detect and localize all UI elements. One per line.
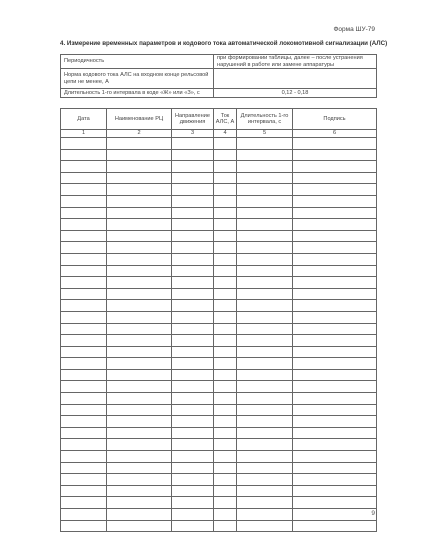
log-entry-cell[interactable] [107,219,172,231]
log-entry-cell[interactable] [237,161,293,173]
log-entry-row [61,416,377,428]
log-entry-cell[interactable] [172,149,214,161]
log-entry-cell[interactable] [214,323,237,335]
log-entry-row [61,358,377,370]
form-label: Форма ШУ-79 [333,26,375,33]
log-entry-cell[interactable] [214,451,237,463]
log-entry-cell[interactable] [172,277,214,289]
log-entry-row [61,253,377,265]
column-number: 1 [61,130,107,138]
log-entry-cell[interactable] [107,265,172,277]
log-entry-cell[interactable] [214,207,237,219]
params-label: Длительность 1-го интервала в коде «Ж» или «З», с [61,89,214,98]
log-entry-cell[interactable] [293,427,377,439]
log-entry-cell[interactable] [61,335,107,347]
log-entry-cell[interactable] [172,207,214,219]
log-entry-cell[interactable] [237,369,293,381]
log-entry-cell[interactable] [237,427,293,439]
log-entry-cell[interactable] [172,184,214,196]
log-entry-cell[interactable] [61,265,107,277]
log-entry-cell[interactable] [237,288,293,300]
log-entry-cell[interactable] [237,462,293,474]
log-entry-row [61,265,377,277]
log-entry-cell[interactable] [214,138,237,150]
log-entry-cell[interactable] [293,462,377,474]
column-number: 3 [172,130,214,138]
column-number: 4 [214,130,237,138]
log-entry-cell[interactable] [237,404,293,416]
log-entry-cell[interactable] [61,149,107,161]
log-entry-row [61,277,377,289]
log-entry-cell[interactable] [172,230,214,242]
log-entry-cell[interactable] [172,439,214,451]
log-entry-cell[interactable] [107,277,172,289]
log-entry-cell[interactable] [293,311,377,323]
log-entry-row [61,520,377,532]
column-number: 6 [293,130,377,138]
log-entry-cell[interactable] [237,242,293,254]
log-entry-cell[interactable] [61,346,107,358]
page-number: 9 [371,510,375,517]
log-entry-cell[interactable] [107,300,172,312]
log-entry-cell[interactable] [107,346,172,358]
log-entry-cell[interactable] [172,253,214,265]
log-entry-cell[interactable] [293,277,377,289]
log-entry-cell[interactable] [237,184,293,196]
log-entry-row [61,311,377,323]
log-entry-cell[interactable] [214,311,237,323]
log-entry-cell[interactable] [172,346,214,358]
log-entry-cell[interactable] [293,300,377,312]
log-entry-cell[interactable] [237,311,293,323]
log-entry-cell[interactable] [107,485,172,497]
log-entry-cell[interactable] [61,369,107,381]
log-entry-row [61,207,377,219]
column-header-signature: Подпись [293,109,377,130]
log-header-row [61,109,377,130]
log-entry-cell[interactable] [107,172,172,184]
log-entry-cell[interactable] [61,288,107,300]
log-entry-row [61,381,377,393]
log-entry-cell[interactable] [107,509,172,521]
log-entry-cell[interactable] [237,335,293,347]
log-entry-cell[interactable] [107,451,172,463]
log-entry-cell[interactable] [237,300,293,312]
params-table [60,54,377,98]
log-entry-cell[interactable] [237,393,293,405]
log-entry-cell[interactable] [214,381,237,393]
log-entry-cell[interactable] [237,474,293,486]
log-entry-cell[interactable] [172,497,214,509]
log-entry-cell[interactable] [293,485,377,497]
log-entry-row [61,393,377,405]
log-entry-cell[interactable] [214,253,237,265]
log-entry-cell[interactable] [61,509,107,521]
log-entry-row [61,149,377,161]
log-entry-cell[interactable] [107,369,172,381]
log-entry-cell[interactable] [237,230,293,242]
column-number: 2 [107,130,172,138]
log-entry-cell[interactable] [107,393,172,405]
log-entry-cell[interactable] [61,439,107,451]
column-header-current: Ток АЛС, А [214,109,237,130]
log-entry-cell[interactable] [107,416,172,428]
column-header-track-circuit: Наименование РЦ [107,109,172,130]
log-entry-cell[interactable] [107,230,172,242]
log-entry-cell[interactable] [237,265,293,277]
log-entry-cell[interactable] [293,509,377,521]
log-entry-cell[interactable] [61,358,107,370]
log-entry-cell[interactable] [293,149,377,161]
column-header-direction: Направление движения [172,109,214,130]
log-entry-cell[interactable] [172,416,214,428]
log-entry-cell[interactable] [107,288,172,300]
log-entry-cell[interactable] [172,474,214,486]
log-number-row [61,130,377,138]
log-entry-cell[interactable] [293,184,377,196]
log-entry-cell[interactable] [61,253,107,265]
log-entry-cell[interactable] [293,474,377,486]
log-entry-cell[interactable] [107,439,172,451]
log-entry-cell[interactable] [237,497,293,509]
log-entry-cell[interactable] [107,358,172,370]
log-entry-cell[interactable] [293,253,377,265]
log-entry-cell[interactable] [61,520,107,532]
log-entry-cell[interactable] [293,404,377,416]
log-entry-row [61,300,377,312]
log-entry-cell[interactable] [172,509,214,521]
log-entry-cell[interactable] [214,427,237,439]
log-entry-cell[interactable] [237,520,293,532]
log-entry-cell[interactable] [293,195,377,207]
log-entry-row [61,439,377,451]
log-entry-cell[interactable] [172,161,214,173]
log-entry-cell[interactable] [107,253,172,265]
log-entry-cell[interactable] [61,242,107,254]
params-value: 0,12 - 0,18 [214,89,377,98]
log-entry-cell[interactable] [214,149,237,161]
log-entry-cell[interactable] [61,462,107,474]
log-entry-cell[interactable] [214,219,237,231]
log-entry-cell[interactable] [172,311,214,323]
log-entry-cell[interactable] [61,277,107,289]
log-entry-cell[interactable] [172,451,214,463]
log-entry-cell[interactable] [107,381,172,393]
section-title: 4. Измерение временных параметров и кодового тока автоматической локомотивной сигнализации (АЛС) [60,40,388,47]
log-entry-cell[interactable] [293,416,377,428]
log-entry-row [61,323,377,335]
params-row-current-norm [61,69,377,89]
log-entry-cell[interactable] [293,323,377,335]
log-entry-cell[interactable] [172,462,214,474]
log-entry-cell[interactable] [293,219,377,231]
log-entry-cell[interactable] [293,520,377,532]
log-entry-cell[interactable] [293,265,377,277]
log-entry-cell[interactable] [214,520,237,532]
log-entry-row [61,451,377,463]
log-entry-cell[interactable] [172,138,214,150]
log-entry-cell[interactable] [172,393,214,405]
log-entry-cell[interactable] [293,358,377,370]
log-entry-cell[interactable] [214,439,237,451]
log-entry-cell[interactable] [293,242,377,254]
log-entry-cell[interactable] [293,161,377,173]
log-entry-cell[interactable] [214,474,237,486]
log-entry-row [61,195,377,207]
log-entry-row [61,427,377,439]
log-entry-cell[interactable] [237,195,293,207]
log-entry-cell[interactable] [172,300,214,312]
log-entry-cell[interactable] [61,172,107,184]
log-entry-cell[interactable] [172,265,214,277]
log-entry-cell[interactable] [214,369,237,381]
column-header-date: Дата [61,109,107,130]
log-entry-cell[interactable] [237,253,293,265]
log-entry-cell[interactable] [172,242,214,254]
log-entry-cell[interactable] [237,277,293,289]
log-entry-cell[interactable] [237,138,293,150]
log-entry-row [61,474,377,486]
log-entry-row [61,335,377,347]
log-entry-cell[interactable] [237,149,293,161]
log-entry-cell[interactable] [237,451,293,463]
log-entry-row [61,346,377,358]
log-entry-cell[interactable] [214,265,237,277]
log-entry-cell[interactable] [237,416,293,428]
log-entry-cell[interactable] [293,288,377,300]
params-label: Периодичность [61,55,214,69]
log-entry-cell[interactable] [61,161,107,173]
log-entry-cell[interactable] [61,474,107,486]
log-entry-cell[interactable] [214,172,237,184]
log-entry-cell[interactable] [214,300,237,312]
log-entry-cell[interactable] [61,381,107,393]
log-entry-cell[interactable] [107,404,172,416]
log-entry-cell[interactable] [61,207,107,219]
log-entry-cell[interactable] [237,219,293,231]
log-entry-cell[interactable] [107,195,172,207]
params-row-periodicity [61,55,377,69]
log-entry-cell[interactable] [107,207,172,219]
log-entry-row [61,497,377,509]
log-entry-row [61,288,377,300]
log-entry-cell[interactable] [214,184,237,196]
log-entry-cell[interactable] [61,497,107,509]
log-entry-cell[interactable] [293,381,377,393]
log-entry-row [61,161,377,173]
log-entry-cell[interactable] [293,335,377,347]
log-entry-cell[interactable] [61,451,107,463]
log-entry-cell[interactable] [214,358,237,370]
log-entry-cell[interactable] [61,195,107,207]
log-entry-cell[interactable] [172,323,214,335]
params-value: при формировании таблицы, далее – после устранения нарушений в работе или замене аппаратуры [214,55,377,69]
log-entry-row [61,172,377,184]
log-entry-cell[interactable] [214,277,237,289]
log-entry-cell[interactable] [214,404,237,416]
log-entry-cell[interactable] [107,323,172,335]
log-entry-cell[interactable] [107,462,172,474]
log-entry-cell[interactable] [237,207,293,219]
log-entry-cell[interactable] [237,509,293,521]
log-entry-cell[interactable] [107,161,172,173]
log-entry-cell[interactable] [237,485,293,497]
log-entry-row [61,509,377,521]
log-entry-cell[interactable] [107,184,172,196]
log-entry-cell[interactable] [293,439,377,451]
log-entry-cell[interactable] [172,219,214,231]
log-entry-row [61,369,377,381]
log-entry-cell[interactable] [172,381,214,393]
log-entry-cell[interactable] [237,172,293,184]
log-entry-cell[interactable] [214,242,237,254]
log-entry-cell[interactable] [172,520,214,532]
log-entry-cell[interactable] [293,138,377,150]
log-entry-cell[interactable] [172,485,214,497]
log-entry-cell[interactable] [172,288,214,300]
log-entry-cell[interactable] [61,219,107,231]
log-entry-cell[interactable] [107,520,172,532]
log-entry-cell[interactable] [61,323,107,335]
log-entry-cell[interactable] [172,172,214,184]
log-entry-cell[interactable] [172,369,214,381]
log-entry-cell[interactable] [293,346,377,358]
log-entry-cell[interactable] [172,358,214,370]
log-entry-cell[interactable] [172,427,214,439]
log-entry-cell[interactable] [214,230,237,242]
column-number: 5 [237,130,293,138]
params-row-interval [61,89,377,98]
log-entry-cell[interactable] [214,346,237,358]
log-entry-cell[interactable] [107,497,172,509]
log-entry-cell[interactable] [61,393,107,405]
log-entry-cell[interactable] [214,497,237,509]
log-entry-cell[interactable] [214,393,237,405]
log-entry-row [61,404,377,416]
log-entry-cell[interactable] [107,138,172,150]
log-entry-cell[interactable] [293,172,377,184]
log-entry-row [61,242,377,254]
log-entry-cell[interactable] [61,427,107,439]
params-value [214,69,377,89]
log-entry-cell[interactable] [61,184,107,196]
log-entry-row [61,219,377,231]
log-entry-cell[interactable] [214,485,237,497]
log-entry-cell[interactable] [293,393,377,405]
log-entry-cell[interactable] [172,404,214,416]
params-label: Норма кодового тока АЛС на входном конце рельсовой цепи не менее, А [61,69,214,89]
log-entry-cell[interactable] [214,161,237,173]
log-entry-cell[interactable] [214,416,237,428]
log-entry-cell[interactable] [293,230,377,242]
log-entry-cell[interactable] [214,462,237,474]
log-entry-cell[interactable] [293,207,377,219]
log-entry-cell[interactable] [61,311,107,323]
log-entry-row [61,138,377,150]
log-entry-cell[interactable] [61,138,107,150]
log-entry-cell[interactable] [293,451,377,463]
column-header-interval: Длительность 1-го интервала, с [237,109,293,130]
log-entry-cell[interactable] [61,300,107,312]
log-entry-cell[interactable] [107,474,172,486]
log-entry-row [61,184,377,196]
log-entry-cell[interactable] [293,497,377,509]
log-entry-row [61,230,377,242]
log-entry-cell[interactable] [61,404,107,416]
log-entry-cell[interactable] [61,230,107,242]
log-entry-cell[interactable] [214,509,237,521]
log-entry-cell[interactable] [107,311,172,323]
log-entry-cell[interactable] [172,335,214,347]
log-entry-cell[interactable] [293,369,377,381]
log-entry-row [61,485,377,497]
log-entry-cell[interactable] [107,149,172,161]
log-entry-cell[interactable] [237,381,293,393]
log-entry-cell[interactable] [172,195,214,207]
log-entry-cell[interactable] [237,439,293,451]
log-entry-cell[interactable] [107,427,172,439]
log-entry-cell[interactable] [237,323,293,335]
log-entry-cell[interactable] [214,335,237,347]
log-entry-cell[interactable] [237,346,293,358]
log-entry-cell[interactable] [61,485,107,497]
log-entry-cell[interactable] [214,195,237,207]
log-entry-cell[interactable] [214,288,237,300]
log-entry-cell[interactable] [107,242,172,254]
log-entry-cell[interactable] [61,416,107,428]
log-entry-cell[interactable] [107,335,172,347]
measurement-log-table [60,108,377,532]
log-entry-row [61,462,377,474]
log-entry-cell[interactable] [237,358,293,370]
